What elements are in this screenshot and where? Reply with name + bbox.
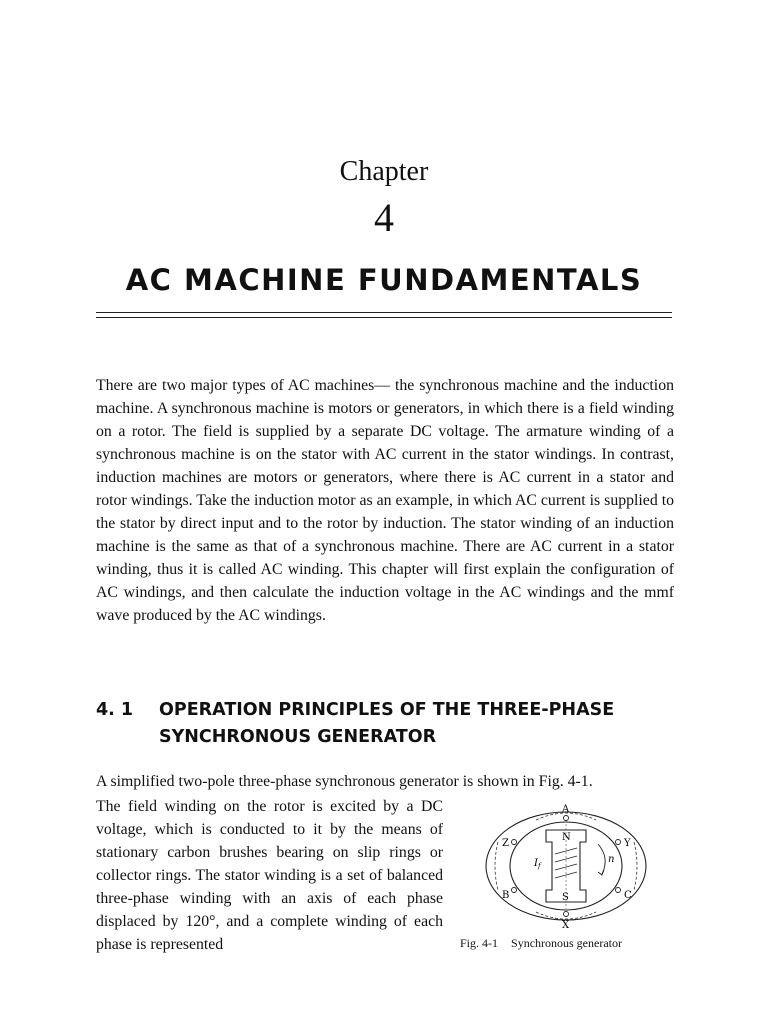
section-wrapped-text: The field winding on the rotor is excited by a DC voltage, which is conducted to it by the means of stationary carbon brushes bearing on slip rings or collector rings. The stator winding is a set of balanced three-phase winding with an axis of each phase displaced by 120°, and a complete winding of each phase is represented — [96, 798, 443, 953]
terminal-Z — [512, 840, 517, 845]
label-C: C — [624, 890, 632, 901]
label-A: A — [562, 804, 570, 815]
terminal-Y — [616, 840, 621, 845]
winding-arc-right — [634, 842, 637, 890]
chapter-number: 4 — [374, 195, 394, 240]
figure-caption-text: Synchronous generator — [511, 936, 622, 950]
chapter-title: AC MACHINE FUNDAMENTALS — [125, 263, 643, 297]
terminal-C — [616, 888, 621, 893]
terminal-X — [564, 912, 569, 917]
rotation-arrow — [598, 844, 605, 874]
figure-caption-label: Fig. 4-1 — [460, 936, 499, 950]
label-X: X — [562, 920, 570, 930]
label-If — [533, 858, 542, 870]
title-rule-top — [96, 312, 672, 313]
terminal-B — [512, 888, 517, 893]
figure-caption — [460, 935, 680, 951]
section-title-line1: OPERATION PRINCIPLES OF THE THREE-PHASE — [159, 700, 615, 720]
section-title — [159, 697, 679, 751]
label-Z: Z — [502, 838, 509, 849]
label-B: B — [502, 890, 510, 901]
section-title-line2: SYNCHRONOUS GENERATOR — [159, 727, 437, 747]
terminal-A — [564, 816, 569, 821]
label-N: N — [562, 832, 571, 843]
label-If-main: I — [534, 858, 538, 869]
section-first-line: A simplified two-pole three-phase synchronous generator is shown in Fig. 4-1. — [96, 773, 593, 790]
label-S: S — [562, 892, 569, 903]
generator-diagram — [476, 802, 658, 930]
chapter-label: Chapter — [339, 156, 429, 187]
synchronous-generator-figure — [476, 802, 658, 930]
label-n: n — [608, 854, 615, 865]
intro-paragraph: There are two major types of AC machines— the synchronous machine and the induction machine. A synchronous machine is motors or generators, in which there is a field winding on a rotor. The field is supplied by a separate DC voltage. The armature winding of a synchronous machine is on the stator with AC current in the stator windings. In contrast, induction machines are motors or generators, where there is AC current in a stator and rotor windings. Take the induction motor as an example, in which AC current is supplied to the stator by direct input and to the rotor by induction. The stator winding of an induction machine is the same as that of a synchronous machine. There are AC current in a stator winding, thus it is called AC winding. This chapter will first explain the configuration of AC windings, and then calculate the induction voltage in the AC windings and the mmf wave produced by the AC windings. — [96, 377, 674, 624]
section-number: 4. 1 — [96, 700, 134, 720]
label-Y: Y — [624, 838, 631, 849]
title-rule-bottom — [96, 317, 672, 318]
winding-arc-left — [495, 842, 498, 890]
label-If-sub: f — [537, 862, 541, 870]
